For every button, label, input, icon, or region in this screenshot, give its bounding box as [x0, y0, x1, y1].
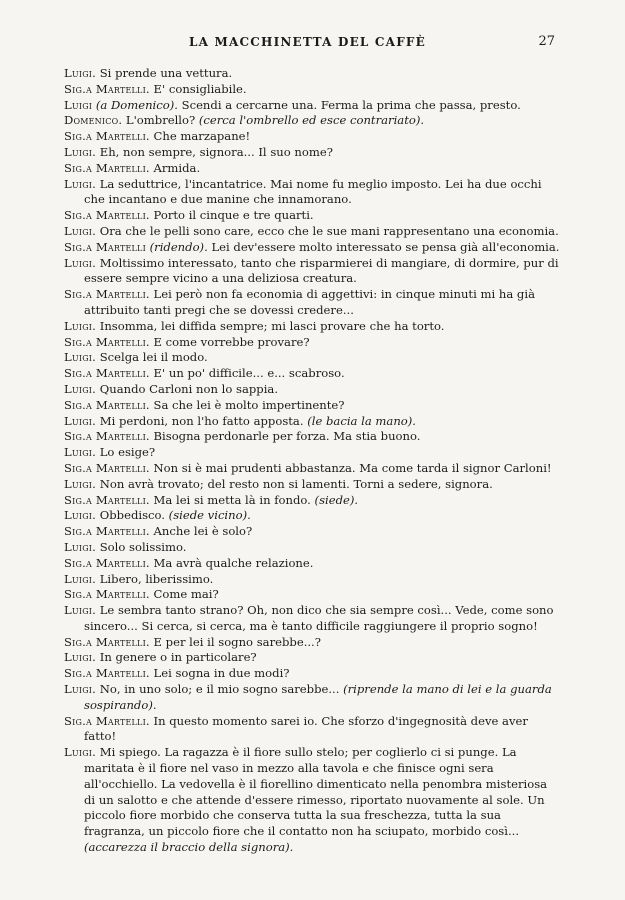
line-text: Mi spiego. La ragazza è il fiore sullo stelo; per coglierlo ci si punge. La maritata è il fiore nel vaso in mezzo alla tavola e che finisce ogni sera all'occhiello. La vedovella è il fiorellino dimenticato nella penombra misteriosa di un salotto e che attende d'essere rimesso, riportato nuovamente al sole. Un piccolo fiore morbido che conserva tutta la sua freschezza, tutta la sua fragranza, un piccolo fiore che il contatto non ha sciupato, morbido così...	[84, 745, 548, 839]
line-text: Armida.	[153, 160, 201, 175]
stage-direction: (siede vicino).	[168, 508, 251, 523]
line-text: No, in uno solo; e il mio sogno sarebbe...	[99, 682, 344, 697]
line-text: Libero, liberissimo.	[99, 571, 214, 586]
dialogue-line	[64, 66, 560, 82]
line-text: E' consigliabile.	[153, 81, 247, 96]
line-text: Che marzapane!	[153, 129, 251, 144]
dialogue-line	[64, 682, 560, 714]
speaker-name: Sig.a Martelli.	[64, 492, 150, 507]
speaker-name: Sig.a Martelli.	[64, 334, 150, 349]
dialogue-line	[64, 350, 560, 366]
stage-direction: (ridendo).	[149, 239, 208, 254]
line-text: Lei dev'essere molto interessato se pensa già all'economia.	[207, 239, 560, 254]
line-text: Ora che le pelli sono care, ecco che le sue mani rappresentano una economia.	[99, 223, 559, 238]
speaker-name: Sig.a Martelli.	[64, 555, 150, 570]
dialogue-line	[64, 745, 560, 856]
dialogue-line	[64, 224, 560, 240]
speaker-name: Luigi.	[64, 66, 97, 80]
dialogue-line	[64, 508, 560, 524]
speaker-name: Sig.a Martelli	[64, 239, 146, 254]
line-text: Come mai?	[153, 587, 219, 602]
speaker-name: Luigi.	[64, 745, 97, 760]
dialogue-line	[64, 161, 560, 177]
speaker-name: Luigi.	[64, 650, 97, 665]
page-number: 27	[538, 34, 555, 49]
stage-direction: (a Domenico).	[95, 97, 178, 112]
dialogue-line	[64, 335, 560, 351]
stage-direction: (siede).	[314, 492, 359, 507]
speaker-name: Sig.a Martelli.	[64, 524, 150, 539]
line-text: Bisogna perdonarle per forza. Ma stia buono.	[153, 429, 421, 444]
dialogue-line	[64, 587, 560, 603]
dialogue-line	[64, 382, 560, 398]
dialogue-line	[64, 398, 560, 414]
line-text: E per lei il sogno sarebbe...?	[153, 634, 321, 649]
speaker-name: Luigi.	[64, 381, 97, 396]
dialogue-line	[64, 129, 560, 145]
line-text: Lei sogna in due modi?	[153, 666, 290, 681]
speaker-name: Luigi.	[64, 144, 97, 159]
dialogue-line	[64, 256, 560, 288]
dialogue-line	[64, 208, 560, 224]
dialogue-line	[64, 635, 560, 651]
speaker-name: Sig.a Martelli.	[64, 287, 150, 302]
speaker-name: Luigi.	[64, 413, 97, 428]
line-text: In genere o in particolare?	[99, 650, 257, 665]
speaker-name: Luigi.	[64, 476, 97, 491]
speaker-name: Sig.a Martelli.	[64, 160, 150, 175]
line-text: Non avrà trovato; del resto non si lamenti. Torni a sedere, signora.	[99, 476, 493, 491]
line-text: Scendi a cercarne una. Ferma la prima che passa, presto.	[177, 97, 521, 112]
speaker-name: Sig.a Martelli.	[64, 429, 150, 444]
line-text: E come vorrebbe provare?	[153, 334, 310, 349]
line-text: Mi perdoni, non l'ho fatto apposta.	[99, 413, 308, 428]
line-text: Moltissimo interessato, tanto che risparmierei di mangiare, di dormire, pur di essere sempre vicino a una deliziosa creatura.	[84, 255, 559, 286]
line-text: Si prende una vettura.	[99, 66, 233, 80]
line-text: Eh, non sempre, signora... Il suo nome?	[99, 144, 333, 159]
speaker-name: Luigi.	[64, 539, 97, 554]
dialogue-line	[64, 177, 560, 209]
stage-direction: (accarezza il braccio della signora).	[84, 840, 294, 855]
dialogue-line	[64, 113, 560, 129]
line-text: In questo momento sarei io. Che sforzo d'ingegnosità deve aver fatto!	[84, 713, 528, 744]
dialogue-line	[64, 540, 560, 556]
line-text: Solo solissimo.	[99, 539, 187, 554]
speaker-name: Luigi	[64, 97, 93, 112]
dialogue-line	[64, 429, 560, 445]
dialogue-line	[64, 650, 560, 666]
dialogue-line	[64, 524, 560, 540]
dialogue-line	[64, 287, 560, 319]
dialogue-line	[64, 603, 560, 635]
speaker-name: Luigi.	[64, 350, 97, 365]
speaker-name: Sig.a Martelli.	[64, 81, 150, 96]
line-text: La seduttrice, l'incantatrice. Mai nome fu meglio imposto. Lei ha due occhi che incantano e due manine che innamorano.	[84, 176, 542, 207]
page-title: LA MACCHINETTA DEL CAFFÈ	[189, 35, 426, 49]
dialogue-line	[64, 366, 560, 382]
speaker-name: Sig.a Martelli.	[64, 713, 150, 728]
dialogue-line	[64, 666, 560, 682]
line-text: Ma avrà qualche relazione.	[153, 555, 314, 570]
speaker-name: Luigi.	[64, 682, 97, 697]
speaker-name: Luigi.	[64, 571, 97, 586]
line-text: L'ombrello?	[125, 113, 199, 128]
line-text: Insomma, lei diffida sempre; mi lasci provare che ha torto.	[99, 318, 445, 333]
dialogue-line	[64, 145, 560, 161]
dialogue-line	[64, 82, 560, 98]
speaker-name: Luigi.	[64, 508, 97, 523]
dialogue-line	[64, 461, 560, 477]
stage-direction: (cerca l'ombrello ed esce contrariato).	[198, 113, 425, 128]
line-text: Obbedisco.	[99, 508, 169, 523]
line-text: Quando Carloni non lo sappia.	[99, 381, 279, 396]
line-text: Le sembra tanto strano? Oh, non dico che sia sempre così... Vede, come sono sincero... Si cerca, si cerca, ma è tanto difficile raggiungere il proprio sogno!	[84, 603, 554, 633]
line-text: Scelga lei il modo.	[99, 350, 208, 365]
speaker-name: Luigi.	[64, 176, 97, 191]
speaker-name: Luigi.	[64, 318, 97, 333]
dialogue-line	[64, 714, 560, 746]
dialogue-line	[64, 493, 560, 509]
dialogue-line	[64, 477, 560, 493]
dialogue-line	[64, 98, 560, 114]
speaker-name: Luigi.	[64, 223, 97, 238]
dialogue-line	[64, 572, 560, 588]
line-text: Lo esige?	[99, 445, 156, 460]
speaker-name: Luigi.	[64, 255, 97, 270]
line-text: Ma lei si metta là in fondo.	[153, 492, 315, 507]
line-text: Sa che lei è molto impertinente?	[153, 397, 345, 412]
dialogue-line	[64, 319, 560, 335]
speaker-name: Sig.a Martelli.	[64, 366, 150, 381]
line-text: E' un po' difficile... e... scabroso.	[153, 366, 345, 381]
line-text: Porto il cinque e tre quarti.	[153, 208, 314, 223]
running-header	[60, 35, 555, 53]
speaker-name: Sig.a Martelli.	[64, 129, 150, 144]
dialogue-text	[64, 66, 560, 856]
line-text: Anche lei è solo?	[153, 524, 253, 539]
dialogue-line	[64, 556, 560, 572]
speaker-name: Sig.a Martelli.	[64, 460, 150, 475]
speaker-name: Sig.a Martelli.	[64, 208, 150, 223]
dialogue-line	[64, 414, 560, 430]
speaker-name: Domenico.	[64, 113, 123, 128]
speaker-name: Sig.a Martelli.	[64, 397, 150, 412]
line-text: Lei però non fa economia di aggettivi: in cinque minuti mi ha già attribuito tanti pregi che se dovessi credere...	[84, 287, 535, 317]
dialogue-line	[64, 240, 560, 256]
speaker-name: Luigi.	[64, 603, 97, 618]
line-text: Non si è mai prudenti abbastanza. Ma come tarda il signor Carloni!	[153, 460, 552, 475]
stage-direction: (riprende la mano di lei e la guarda sospirando).	[84, 682, 552, 712]
speaker-name: Luigi.	[64, 445, 97, 460]
speaker-name: Sig.a Martelli.	[64, 634, 150, 649]
speaker-name: Sig.a Martelli.	[64, 587, 150, 602]
speaker-name: Sig.a Martelli.	[64, 666, 150, 681]
stage-direction: (le bacia la mano).	[307, 413, 416, 428]
dialogue-line	[64, 445, 560, 461]
